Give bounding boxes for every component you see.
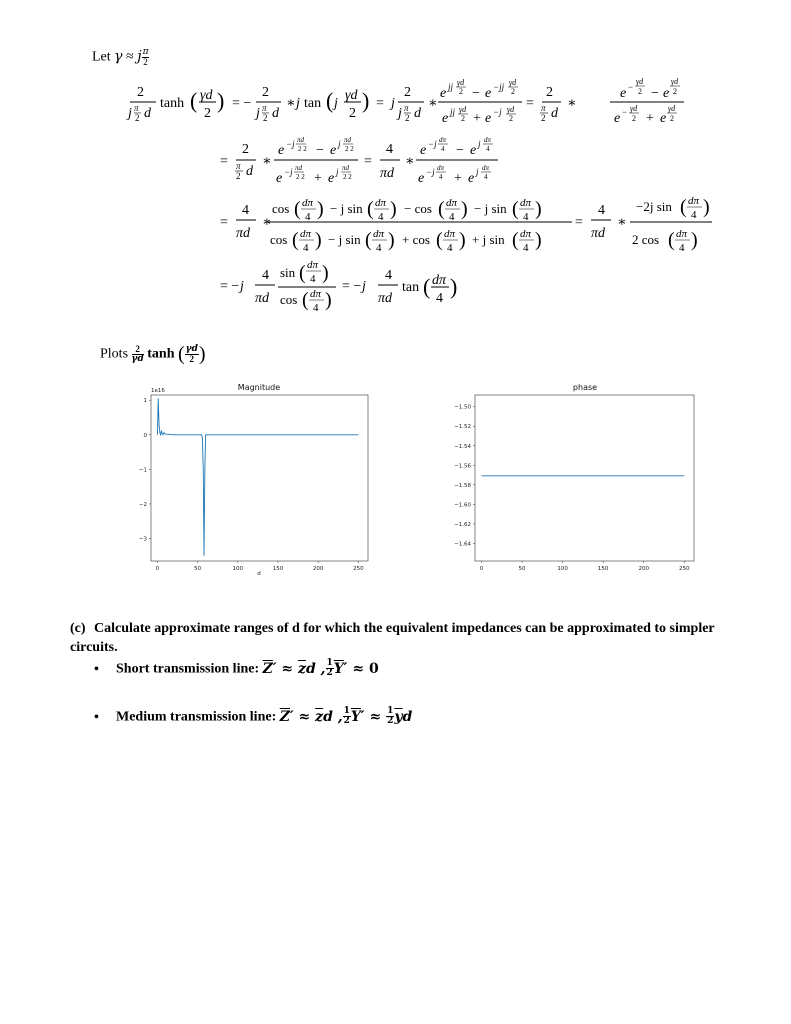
svg-text:d: d <box>246 164 253 179</box>
svg-text:4: 4 <box>242 203 249 218</box>
svg-text:−: − <box>456 143 464 158</box>
svg-text:4: 4 <box>262 268 269 283</box>
svg-text:j: j <box>398 106 402 121</box>
svg-text:−: − <box>651 86 659 101</box>
approx-symbol: ≈ <box>126 49 134 65</box>
svg-text:2: 2 <box>349 106 356 121</box>
short-line-formula: $\overline{Z}' \approx \overline{z}d$ , $\frac{1}{2}$ $\overline{Y}' \approx 0$ <box>262 658 379 678</box>
phase-xtick-label: 200 <box>638 566 649 572</box>
svg-text:(: ( <box>423 274 431 299</box>
svg-text:−j: −j <box>493 107 502 117</box>
magnitude-ytick-label: −3 <box>138 536 147 543</box>
phase-xtick-label: 100 <box>557 566 568 572</box>
svg-text:2: 2 <box>461 114 465 123</box>
svg-text:4: 4 <box>313 302 319 314</box>
svg-text:(: ( <box>367 198 374 220</box>
tan-text-row4: tan <box>402 280 420 295</box>
svg-text:4: 4 <box>523 211 529 223</box>
svg-text:2 2: 2 2 <box>345 145 354 153</box>
svg-text:j: j <box>338 139 341 149</box>
svg-text:): ) <box>461 198 468 220</box>
svg-text:4: 4 <box>385 268 392 283</box>
svg-text:4: 4 <box>447 242 453 254</box>
phase-ytick-label: −1.56 <box>454 463 471 470</box>
svg-text:2: 2 <box>638 87 642 96</box>
phase-ytick-label: −1.64 <box>454 541 471 548</box>
two-over-gamma-d: $\frac{2}{\gamma d}$ <box>131 344 144 364</box>
sin-text-row4: sin <box>280 265 296 280</box>
svg-text:4: 4 <box>378 211 384 223</box>
svg-text:): ) <box>317 198 324 220</box>
svg-text:∗: ∗ <box>617 215 627 230</box>
svg-text:2 2: 2 2 <box>296 173 305 181</box>
svg-text:dπ: dπ <box>310 288 322 300</box>
plots-word: Plots <box>100 346 129 362</box>
svg-text:∗: ∗ <box>405 154 415 169</box>
svg-text:4: 4 <box>486 145 490 153</box>
svg-text:4: 4 <box>691 209 697 221</box>
svg-text:πd: πd <box>236 226 251 241</box>
magnitude-xtick-label: 50 <box>194 566 202 572</box>
svg-text:j: j <box>334 96 338 111</box>
svg-text:2: 2 <box>242 142 249 157</box>
svg-text:): ) <box>390 198 397 220</box>
svg-text:γd: γd <box>636 77 644 86</box>
svg-text:(: ( <box>512 229 519 251</box>
svg-text:π: π <box>134 103 139 113</box>
svg-text:4: 4 <box>303 242 309 254</box>
svg-text:e: e <box>485 86 492 101</box>
magnitude-xtick-label: 0 <box>155 566 160 572</box>
svg-text:e: e <box>420 143 427 158</box>
svg-text:π: π <box>262 103 267 113</box>
svg-text:4: 4 <box>449 211 455 223</box>
gamma-d-over-2: $\frac{\gamma d}{2}$ <box>185 344 198 364</box>
tanh-bold: tanh <box>147 346 175 362</box>
svg-text:∗: ∗ <box>567 96 577 111</box>
svg-text:=: = <box>220 154 228 169</box>
magnitude-xlabel: d <box>257 571 261 577</box>
svg-text:): ) <box>459 229 466 251</box>
svg-text:=: = <box>526 96 534 111</box>
svg-text:2: 2 <box>459 87 463 96</box>
svg-text:jj: jj <box>448 82 454 92</box>
phase-xtick-label: 50 <box>518 566 526 572</box>
svg-text:π: π <box>541 103 546 113</box>
svg-text:e: e <box>485 111 492 126</box>
medium-line-label: Medium transmission line: <box>116 709 277 725</box>
svg-text:e: e <box>663 86 670 101</box>
svg-text:): ) <box>315 229 322 251</box>
svg-text:2: 2 <box>135 113 140 123</box>
phase-title: phase <box>572 383 598 392</box>
svg-text:): ) <box>322 262 329 284</box>
svg-text:−jj: −jj <box>493 82 505 92</box>
svg-text:= −: = − <box>232 96 252 111</box>
svg-text:2: 2 <box>511 87 515 96</box>
svg-text:j: j <box>128 106 132 121</box>
phase-ytick-label: −1.62 <box>454 521 471 528</box>
svg-text:(: ( <box>512 198 519 220</box>
svg-text:): ) <box>325 289 332 311</box>
svg-text:): ) <box>535 198 542 220</box>
svg-text:− j sin: − j sin <box>328 232 361 247</box>
svg-text:): ) <box>450 274 458 299</box>
svg-text:e: e <box>620 86 627 101</box>
svg-text:2: 2 <box>404 85 411 100</box>
svg-text:(: ( <box>365 229 372 251</box>
svg-text:e: e <box>660 111 667 126</box>
svg-text:2: 2 <box>137 85 144 100</box>
svg-text:2: 2 <box>670 114 674 123</box>
magnitude-ytick-label: 0 <box>143 432 147 439</box>
svg-text:+: + <box>473 111 481 126</box>
svg-text:4: 4 <box>523 242 529 254</box>
question-c-label: (c) <box>70 621 86 636</box>
svg-text:πd: πd <box>591 226 606 241</box>
svg-text:πd: πd <box>295 164 303 172</box>
cos-text-row4: cos <box>280 292 298 307</box>
svg-text:2: 2 <box>632 114 636 123</box>
svg-text:dπ: dπ <box>375 197 387 209</box>
svg-text:∗: ∗ <box>262 215 272 230</box>
svg-text:2 2: 2 2 <box>298 145 307 153</box>
svg-text:πd: πd <box>297 136 305 144</box>
svg-text:e: e <box>614 111 621 126</box>
svg-text:4: 4 <box>598 203 605 218</box>
svg-text:dπ: dπ <box>300 228 312 240</box>
svg-text:(: ( <box>294 198 301 220</box>
svg-text:): ) <box>691 229 698 251</box>
svg-text:d: d <box>551 106 558 121</box>
magnitude-ytick-label: −1 <box>138 467 147 474</box>
svg-text:=: = <box>376 96 384 111</box>
svg-text:dπ: dπ <box>302 197 314 209</box>
svg-text:= −: = − <box>342 279 362 294</box>
svg-text:πd: πd <box>344 136 352 144</box>
svg-text:e: e <box>440 86 447 101</box>
svg-text:γd: γd <box>459 105 467 114</box>
svg-text:γd: γd <box>668 104 676 113</box>
magnitude-title: Magnitude <box>237 383 281 392</box>
svg-text:j: j <box>476 167 479 177</box>
svg-text:4: 4 <box>679 242 685 254</box>
phase-ytick-label: −1.50 <box>454 404 471 411</box>
svg-text:): ) <box>703 196 710 218</box>
svg-text:cos: cos <box>270 232 288 247</box>
svg-text:2: 2 <box>204 106 211 121</box>
svg-text:): ) <box>362 88 370 113</box>
svg-text:πd: πd <box>380 166 395 181</box>
svg-text:dπ: dπ <box>437 164 445 172</box>
derivation-equations <box>0 0 791 330</box>
svg-text:+: + <box>454 171 462 186</box>
svg-text:γd: γd <box>345 88 358 103</box>
svg-text:4: 4 <box>436 291 443 306</box>
svg-text:dπ: dπ <box>688 195 700 207</box>
svg-text:−: − <box>622 107 628 117</box>
svg-text:dπ: dπ <box>439 136 447 144</box>
gamma-symbol: γ <box>114 48 123 65</box>
svg-text:d: d <box>144 106 151 121</box>
svg-text:− cos: − cos <box>404 201 432 216</box>
svg-text:γd: γd <box>457 78 465 87</box>
tanh-text: tanh <box>160 96 185 111</box>
svg-text:πd: πd <box>342 164 350 172</box>
svg-text:2: 2 <box>546 85 553 100</box>
svg-text:2: 2 <box>262 85 269 100</box>
svg-text:4: 4 <box>310 273 316 285</box>
svg-text:γd: γd <box>200 88 213 103</box>
medium-line-formula: $\overline{Z}' \approx \overline{z}d$ , $\frac{1}{2}$ $\overline{Y}'$ ≈ $\frac{1}{2}$ $\overline{y}d$ <box>279 706 413 726</box>
svg-text:dπ: dπ <box>373 228 385 240</box>
svg-text:(: ( <box>436 229 443 251</box>
phase-ytick-label: −1.58 <box>454 482 471 489</box>
svg-text:dπ: dπ <box>446 197 458 209</box>
magnitude-xtick-label: 100 <box>232 566 244 572</box>
magnitude-xtick-label: 200 <box>312 566 324 572</box>
svg-text:j: j <box>240 279 244 294</box>
svg-text:4: 4 <box>305 211 311 223</box>
phase-ytick-label: −1.52 <box>454 424 471 431</box>
svg-text:(: ( <box>326 88 334 113</box>
svg-text:−j: −j <box>428 139 437 149</box>
svg-text:(: ( <box>302 289 309 311</box>
bullet-dot: • <box>94 661 99 677</box>
question-c-text: Calculate approximate ranges of d for which the equivalent impedances can be approximated to simpler circuits. <box>70 621 715 655</box>
svg-text:4: 4 <box>439 173 443 181</box>
svg-text:γd: γd <box>507 105 515 114</box>
svg-text:(: ( <box>680 196 687 218</box>
svg-text:2: 2 <box>541 113 546 123</box>
magnitude-series-line <box>157 398 358 555</box>
svg-text:+: + <box>314 171 322 186</box>
svg-text:+ j sin: + j sin <box>472 232 505 247</box>
svg-text:d: d <box>272 106 279 121</box>
svg-text:dπ: dπ <box>520 228 532 240</box>
svg-text:j: j <box>362 279 366 294</box>
svg-text:(: ( <box>190 88 198 113</box>
svg-text:d: d <box>414 106 421 121</box>
svg-text:+: + <box>646 111 654 126</box>
svg-text:π: π <box>404 103 409 113</box>
svg-text:e: e <box>418 171 425 186</box>
svg-text:−: − <box>316 143 324 158</box>
phase-ytick-label: −1.60 <box>454 502 471 509</box>
svg-text:2: 2 <box>405 113 410 123</box>
short-line-item <box>94 659 379 678</box>
svg-text:e: e <box>278 143 285 158</box>
j-symbol: j <box>137 48 142 65</box>
svg-text:): ) <box>388 229 395 251</box>
svg-text:(: ( <box>292 229 299 251</box>
svg-text:dπ: dπ <box>520 197 532 209</box>
svg-text:(: ( <box>668 229 675 251</box>
svg-text:e: e <box>442 111 449 126</box>
bullet-dot: • <box>94 709 99 725</box>
question-c <box>70 619 740 657</box>
svg-text:jj: jj <box>450 107 456 117</box>
svg-text:πd: πd <box>378 291 393 306</box>
svg-text:dπ: dπ <box>307 259 319 271</box>
magnitude-ytick-label: 1 <box>143 398 147 405</box>
magnitude-axes-frame <box>151 395 368 561</box>
svg-text:2: 2 <box>509 114 513 123</box>
svg-text:∗: ∗ <box>286 96 296 111</box>
svg-text:2: 2 <box>236 171 241 181</box>
svg-text:j: j <box>391 96 395 111</box>
svg-text:4: 4 <box>386 142 393 157</box>
svg-text:(: ( <box>438 198 445 220</box>
medium-line-item <box>94 707 412 726</box>
svg-text:−2j sin: −2j sin <box>636 199 672 214</box>
svg-text:2: 2 <box>673 87 677 96</box>
svg-text:e: e <box>328 171 335 186</box>
svg-text:dπ: dπ <box>482 164 490 172</box>
svg-text:2: 2 <box>263 113 268 123</box>
magnitude-ytick-label: −2 <box>138 501 147 508</box>
svg-text:e: e <box>276 171 283 186</box>
let-word: Let <box>92 49 111 65</box>
svg-text:e: e <box>330 143 337 158</box>
tan-text-row1: tan <box>304 96 322 111</box>
svg-text:e: e <box>470 143 477 158</box>
svg-text:−j: −j <box>426 167 435 177</box>
magnitude-xtick-label: 250 <box>353 566 364 572</box>
svg-text:dπ: dπ <box>432 273 447 288</box>
svg-text:4: 4 <box>441 145 445 153</box>
svg-text:+ cos: + cos <box>402 232 430 247</box>
phase-ytick-label: −1.54 <box>454 443 471 450</box>
svg-text:−j: −j <box>284 167 293 177</box>
svg-text:dπ: dπ <box>444 228 456 240</box>
svg-text:j: j <box>256 106 260 121</box>
phase-xtick-label: 0 <box>479 566 484 572</box>
plots-heading: Plots $\frac{2}{\gamma d}$ tanh ( $\frac{\gamma d}{2}$ ) <box>100 343 206 365</box>
svg-text:− j sin: − j sin <box>474 201 507 216</box>
svg-text:= −: = − <box>220 279 240 294</box>
svg-text:−j: −j <box>286 139 295 149</box>
svg-text:4: 4 <box>376 242 382 254</box>
svg-text:j: j <box>478 139 481 149</box>
svg-text:cos: cos <box>272 201 290 216</box>
magnitude-offset-label: 1e16 <box>151 388 165 394</box>
svg-text:− j sin: − j sin <box>330 201 363 216</box>
svg-text:dπ: dπ <box>484 136 492 144</box>
svg-text:=: = <box>575 215 583 230</box>
svg-text:=: = <box>220 215 228 230</box>
svg-text:2 cos: 2 cos <box>632 232 660 247</box>
svg-text:): ) <box>217 88 225 113</box>
svg-text:γd: γd <box>509 78 517 87</box>
svg-text:γd: γd <box>671 77 679 86</box>
svg-text:=: = <box>364 154 372 169</box>
svg-text:∗: ∗ <box>262 154 272 169</box>
svg-text:4: 4 <box>484 173 488 181</box>
magnitude-chart <box>135 380 375 580</box>
magnitude-xtick-label: 150 <box>272 566 284 572</box>
phase-chart <box>448 380 698 580</box>
svg-text:j: j <box>336 167 339 177</box>
short-line-label: Short transmission line: <box>116 661 260 677</box>
phase-xtick-label: 250 <box>679 566 690 572</box>
svg-text:(: ( <box>299 262 306 284</box>
svg-text:γd: γd <box>630 104 638 113</box>
svg-text:2 2: 2 2 <box>343 173 352 181</box>
pi-over-2: $\frac{\pi}{2}$ <box>142 47 149 67</box>
svg-text:∗: ∗ <box>428 96 438 111</box>
svg-text:πd: πd <box>255 291 270 306</box>
svg-text:e: e <box>468 171 475 186</box>
phase-axes-frame <box>475 395 694 561</box>
svg-text:): ) <box>535 229 542 251</box>
svg-text:dπ: dπ <box>676 228 688 240</box>
phase-xtick-label: 150 <box>597 566 609 572</box>
svg-text:−: − <box>628 82 634 92</box>
svg-text:π: π <box>236 161 241 171</box>
svg-text:−: − <box>472 86 480 101</box>
svg-text:j: j <box>296 96 300 111</box>
